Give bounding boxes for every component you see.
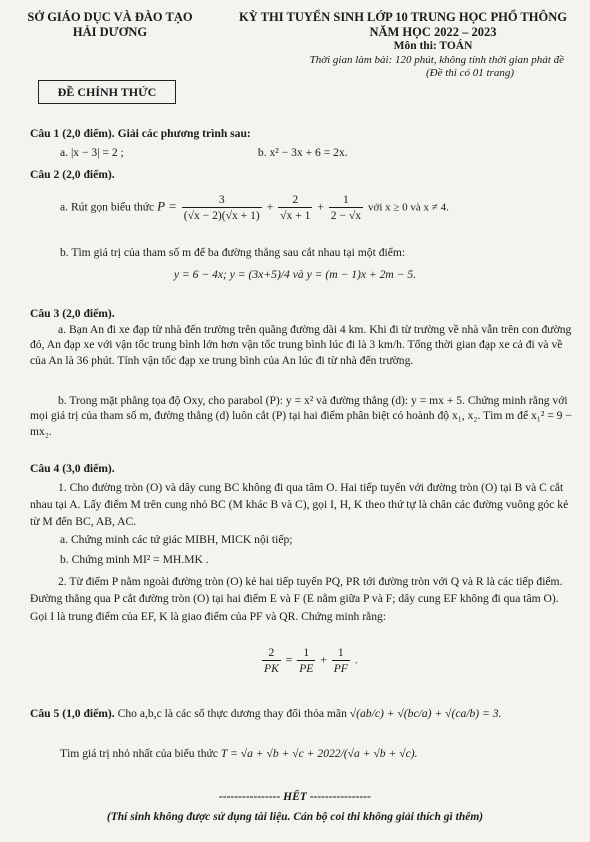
q2-b [60,245,576,260]
q2-title-text: Câu 2 (2,0 điểm). [30,168,115,181]
q2-frac-1: $\frac{3}{(√x - 2)(√x + 1)}$ [183,193,260,223]
q4-p2: 2. Từ điểm P nằm ngoài đường tròn (O) kẻ hai tiếp tuyến PQ, PR tới đường tròn với Q và R là các tiếp điểm. Đường thẳng qua P cắt đường tròn (O) tại hai điểm E và F (E nằm giữa P và F; dây cung EF không đi qua tâm O). Gọi I là trung điểm của EF, K là giao điểm của PF và QR. Chứng minh rằng: [30,575,563,623]
q5-line-1 [30,706,576,721]
exam-year: NĂM HỌC 2022 – 2023 [369,25,497,39]
q4-title-text: Câu 4 (3,0 điểm). [30,462,115,475]
q2-title [30,167,576,182]
q5-text: Cho a,b,c là các số thực dương thay đổi thỏa mãn [117,707,347,720]
exam-subject: Môn thi: TOÁN [393,40,473,52]
q3-title-text: Câu 3 (2,0 điểm). [30,307,115,320]
q5-title-text: Câu 5 (1,0 điểm). [30,707,115,720]
q3-b: b. Trong mặt phẳng tọa độ Oxy, cho parabol (P): y = x² và đường thẳng (d): y = mx + 5. Chứng minh rằng với mọi giá trị của tham số m, đường thẳng (d) luôn cắt (P) tại hai điểm phân biệt có hoành độ x₁, x₂. Tìm m để x₁² = 9 − mx₂. [30,394,572,438]
footer-note: (Thí sinh không được sử dụng tài liệu. Cán bộ coi thi không giải thích gì thêm) [106,811,484,823]
q3-a: a. Bạn An đi xe đạp từ nhà đến trường trên quãng đường dài 4 km. Khi đi từ trường về nhà vẫn trên con đường đó, An đạp xe với vận tốc trung bình lớn hơn vận tốc trung bình lúc đi là 3 km/h. Tổng thời gian đạp xe cả đi và về của An là 36 phút. Tính vận tốc đạp xe trung bình của An lúc đi từ nhà đến trường. [30,323,572,367]
q1-a: a. |x − 3| = 2 ; [60,146,124,159]
q1-title [30,126,576,141]
q5-find: Tìm giá trị nhỏ nhất của biểu thức [60,747,218,760]
header-department [10,10,210,40]
official-stamp-box: ĐỀ CHÍNH THỨC [38,80,176,104]
q4-p1: 1. Cho đường tròn (O) và dây cung BC không đi qua tâm O. Hai tiếp tuyến với đường tròn (O) tại B và C cắt nhau tại A. Lấy điểm M trên cung nhỏ BC (M khác B và C), gọi I, H, K theo thứ tự là chân các đường vuông góc kẻ từ M đến BC, AB, AC. [30,481,569,529]
q2-b-text: b. Tìm giá trị của tham số m để ba đường thẳng sau cắt nhau tại một điểm: [60,246,406,259]
q4-p1b: b. Chứng minh MI² = MH.MK . [60,553,209,566]
q2-b-lines [0,267,590,282]
q2-b-lines-text: y = 6 − 4x; y = (3x+5)/4 và y = (m − 1)x + 2m − 5. [173,268,417,281]
q2-frac-3: $\frac{1}{2 - √x}$ [330,193,362,223]
q2-a-cond: với x ≥ 0 và x ≠ 4. [368,201,449,214]
q5-expr: T = √a + √b + √c + 2022/(√a + √b + √c). [220,747,418,760]
q1-b: b. x² − 3x + 6 = 2x. [257,146,348,159]
q2-a: a. Rút gọn biểu thức P = $\frac{3}{(√x - 2)(√x + 1)}$ + $\frac{2}{√x + 1}$ + $\frac{1}{2 - √x}$ với x ≥ 0 và x ≠ 4. [60,193,449,223]
q4-p1a: a. Chứng minh các tứ giác MIBH, MICK nội tiếp; [60,533,293,546]
q3-title [30,306,576,321]
q5-cond: √(ab/c) + √(bc/a) + √(ca/b) = 3. [349,707,502,720]
end-marker: ---------------- HẾT ---------------- [219,791,371,803]
exam-time: Thời gian làm bài: 120 phút, không tính thời gian phát đề [309,53,564,66]
q2-frac-2: $\frac{2}{√x + 1}$ [280,193,311,223]
header-exam [222,10,584,80]
dept-line-1: SỞ GIÁO DỤC VÀ ĐÀO TẠO [27,10,193,24]
q1-parts [60,145,576,160]
q2-a-prefix: a. Rút gọn biểu thức [60,200,155,214]
q4-title [30,461,576,476]
q5-line-2 [60,746,576,761]
q4-p2-formula: $\frac{2}{PK}$ = $\frac{1}{PE}$ + $\frac{1}{PF}$ . [264,646,358,676]
q1-title-text: Câu 1 (2,0 điểm). Giải các phương trình sau: [30,127,251,140]
exam-pages: (Đề thi có 01 trang) [426,66,514,79]
exam-title: KỲ THI TUYỂN SINH LỚP 10 TRUNG HỌC PHỔ THÔNG [239,10,567,24]
dept-line-2: HẢI DƯƠNG [72,25,148,39]
